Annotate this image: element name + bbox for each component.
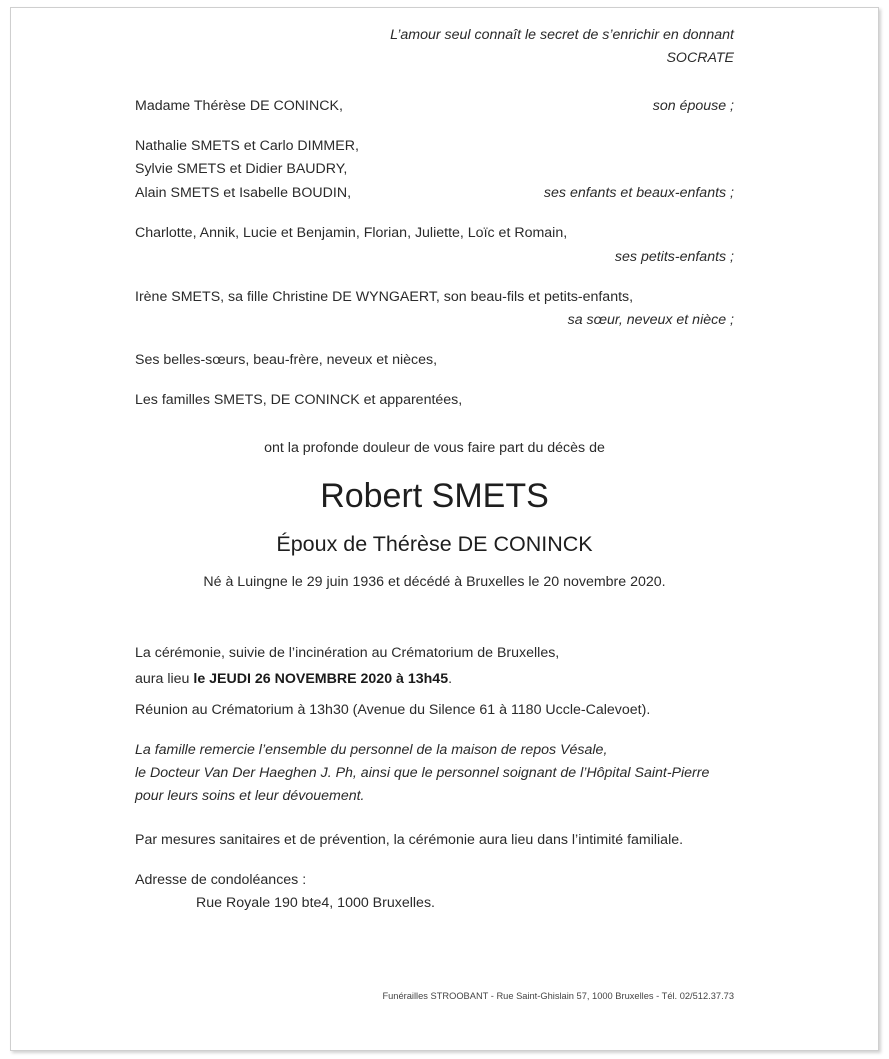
ceremony-line-2-suffix: .	[448, 671, 453, 687]
ceremony-line-2	[135, 671, 452, 687]
birth-death-dates: Né à Luingne le 29 juin 1936 et décédé à Bruxelles le 20 novembre 2020.	[203, 574, 666, 590]
obituary-page	[10, 7, 879, 1051]
child-line-1: Nathalie SMETS et Carlo DIMMER,	[135, 138, 359, 154]
inlaws-line: Ses belles-sœurs, beau-frère, neveux et nièces,	[135, 352, 438, 368]
child-line-2: Sylvie SMETS et Didier BAUDRY,	[135, 161, 348, 177]
thanks-line-3: pour leurs soins et leur dévouement.	[135, 788, 365, 804]
thanks-line-2: le Docteur Van Der Haeghen J. Ph, ainsi que le personnel soignant de l’Hôpital Saint-Pierre	[135, 765, 710, 781]
deceased-subtitle: Époux de Thérèse DE CONINCK	[276, 532, 593, 556]
ceremony-line-1: La cérémonie, suivie de l’incinération au Crématorium de Bruxelles,	[135, 645, 560, 661]
children-role: ses enfants et beaux-enfants ;	[543, 185, 734, 201]
child-line-3: Alain SMETS et Isabelle BOUDIN,	[135, 185, 352, 201]
families-line: Les familles SMETS, DE CONINCK et apparentées,	[135, 392, 463, 408]
epigraph-quote: L’amour seul connaît le secret de s’enrichir en donnant	[390, 27, 734, 43]
sister-names: Irène SMETS, sa fille Christine DE WYNGAERT, son beau-fils et petits-enfants,	[135, 289, 634, 305]
grandchildren-names: Charlotte, Annik, Lucie et Benjamin, Florian, Juliette, Loïc et Romain,	[135, 225, 568, 241]
grandchildren-role: ses petits-enfants ;	[614, 249, 734, 265]
sanitary-notice: Par mesures sanitaires et de prévention, la cérémonie aura lieu dans l’intimité familiale.	[135, 832, 684, 848]
ceremony-line-2-prefix: aura lieu	[135, 671, 194, 687]
ceremony-date-time: le JEUDI 26 NOVEMBRE 2020 à 13h45	[193, 671, 449, 687]
announcement-intro: ont la profonde douleur de vous faire part du décès de	[264, 440, 605, 456]
deceased-name: Robert SMETS	[320, 477, 549, 515]
spouse-role: son épouse ;	[652, 98, 734, 114]
epigraph-author: SOCRATE	[666, 50, 734, 66]
thanks-line-1: La famille remercie l’ensemble du personnel de la maison de repos Vésale,	[135, 742, 608, 758]
condolences-address: Rue Royale 190 bte4, 1000 Bruxelles.	[196, 895, 435, 911]
ceremony-line-3: Réunion au Crématorium à 13h30 (Avenue du Silence 61 à 1180 Uccle-Calevoet).	[135, 702, 651, 718]
condolences-label: Adresse de condoléances :	[135, 872, 307, 888]
spouse-name: Madame Thérèse DE CONINCK,	[135, 98, 343, 114]
funeral-home-footer: Funérailles STROOBANT - Rue Saint-Ghislain 57, 1000 Bruxelles - Tél. 02/512.37.73	[382, 991, 734, 1001]
sister-role: sa sœur, neveux et nièce ;	[567, 312, 734, 328]
